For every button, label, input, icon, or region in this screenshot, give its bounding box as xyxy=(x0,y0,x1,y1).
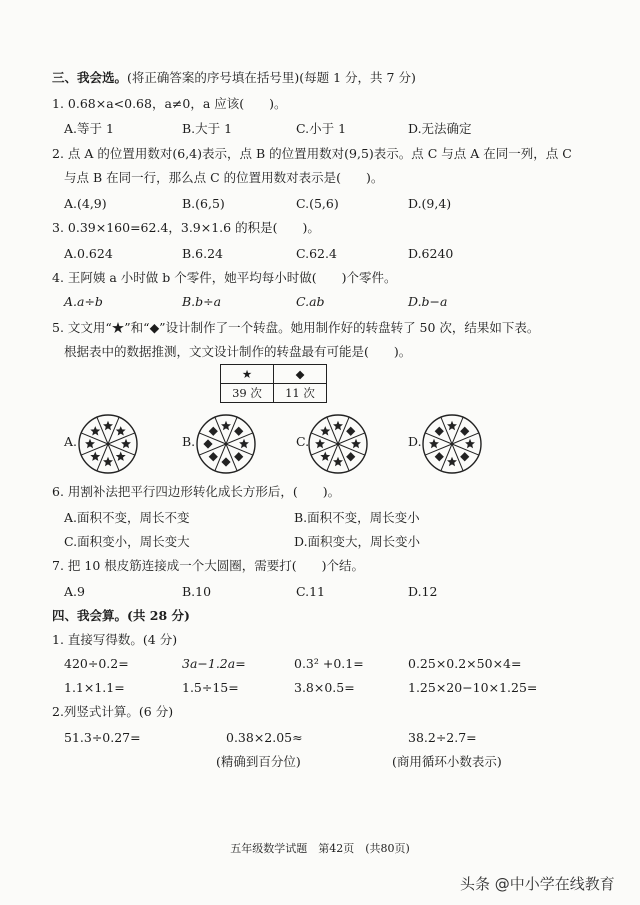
calc1-title: 1. 直接写得数。(4 分) xyxy=(52,632,178,647)
star-icon xyxy=(320,452,330,461)
section3-instruction: (将正确答案的序号填在括号里)(每题 1 分，共 7 分) xyxy=(127,70,416,85)
calc1-item: 1.1×1.1= xyxy=(64,680,125,695)
star-icon xyxy=(333,421,343,430)
q7-option-c[interactable]: C.11 xyxy=(296,584,325,599)
star-icon xyxy=(116,426,126,435)
star-icon xyxy=(116,452,126,461)
q6-stem: 6. 用割补法把平行四边形转化成长方形后，( )。 xyxy=(52,484,341,499)
spin-result-table xyxy=(220,364,327,403)
star-icon xyxy=(447,421,457,430)
q3-option-b[interactable]: B.6.24 xyxy=(182,246,223,261)
diamond-icon xyxy=(435,427,444,436)
q6-option-c[interactable]: C.面积变小，周长变大 xyxy=(64,534,190,549)
calc2-title: 2.列竖式计算。(6 分) xyxy=(52,704,174,719)
star-icon xyxy=(85,439,95,448)
calc1-item: 1.5÷15= xyxy=(182,680,239,695)
q6-option-b[interactable]: B.面积不变，周长变小 xyxy=(294,510,420,525)
q2-option-a[interactable]: A.(4,9) xyxy=(64,196,107,211)
q5-stem-line2: 根据表中的数据推测，文文设计制作的转盘最有可能是( )。 xyxy=(64,344,412,359)
wheel-a-icon[interactable] xyxy=(76,412,140,476)
calc2-note: (精确到百分位) xyxy=(216,754,301,769)
q7-option-a[interactable]: A.9 xyxy=(64,584,85,599)
q1-option-d[interactable]: D.无法确定 xyxy=(408,121,472,136)
q3-option-d[interactable]: D.6240 xyxy=(408,246,454,261)
table-header-star: ★ xyxy=(221,365,274,384)
q2-stem-line2: 与点 B 在同一行，那么点 C 的位置用数对表示是( )。 xyxy=(64,170,384,185)
star-icon xyxy=(315,439,325,448)
calc1-item: 0.3² +0.1= xyxy=(294,656,364,671)
calc2-item: 0.38×2.05≈ xyxy=(226,730,303,745)
star-icon xyxy=(239,439,249,448)
diamond-icon xyxy=(203,439,212,448)
q6-option-d[interactable]: D.面积变大，周长变小 xyxy=(294,534,421,549)
section3-title: 三、我会选。 xyxy=(52,70,128,85)
star-icon xyxy=(221,421,231,430)
table-header-diamond: ◆ xyxy=(274,365,327,384)
q4-option-c[interactable]: C.ab xyxy=(296,294,325,309)
calc2-note: (商用循环小数表示) xyxy=(392,754,502,769)
q2-option-d[interactable]: D.(9,4) xyxy=(408,196,452,211)
star-icon xyxy=(103,421,113,430)
star-icon xyxy=(351,439,361,448)
diamond-icon xyxy=(234,427,243,436)
table-value-diamond: 11 次 xyxy=(274,384,327,403)
q7-option-d[interactable]: D.12 xyxy=(408,584,438,599)
q1-option-b[interactable]: B.大于 1 xyxy=(182,121,233,136)
diamond-icon xyxy=(221,457,230,466)
q7-option-b[interactable]: B.10 xyxy=(182,584,212,599)
star-icon xyxy=(429,439,439,448)
calc1-item: 1.25×20−10×1.25= xyxy=(408,680,538,695)
watermark: 头条 @中小学在线教育 xyxy=(460,875,615,893)
star-icon xyxy=(320,426,330,435)
calc1-item: 420÷0.2= xyxy=(64,656,129,671)
calc2-item: 51.3÷0.27= xyxy=(64,730,141,745)
star-icon xyxy=(103,457,113,466)
q1-option-c[interactable]: C.小于 1 xyxy=(296,121,347,136)
diamond-icon xyxy=(346,427,355,436)
q6-option-a[interactable]: A.面积不变，周长不变 xyxy=(64,510,190,525)
table-value-star: 39 次 xyxy=(221,384,274,403)
diamond-icon xyxy=(460,427,469,436)
wheel-label-c[interactable]: C. xyxy=(296,434,310,449)
q2-option-c[interactable]: C.(5,6) xyxy=(296,196,339,211)
wheel-b-icon[interactable] xyxy=(194,412,258,476)
q3-option-c[interactable]: C.62.4 xyxy=(296,246,337,261)
star-icon xyxy=(121,439,131,448)
q2-option-b[interactable]: B.(6,5) xyxy=(182,196,225,211)
wheel-d-icon[interactable] xyxy=(420,412,484,476)
calc1-item: 3a−1.2a= xyxy=(182,656,246,671)
wheel-c-icon[interactable] xyxy=(306,412,370,476)
star-icon xyxy=(90,426,100,435)
section3-heading xyxy=(52,70,416,86)
q4-stem: 4. 王阿姨 a 小时做 b 个零件，她平均每小时做( )个零件。 xyxy=(52,270,397,285)
wheel-label-b[interactable]: B. xyxy=(182,434,196,449)
calc1-item: 3.8×0.5= xyxy=(294,680,355,695)
star-icon xyxy=(333,457,343,466)
star-icon xyxy=(90,452,100,461)
wheel-label-a[interactable]: A. xyxy=(64,434,78,449)
wheel-label-d[interactable]: D. xyxy=(408,434,422,449)
calc2-item: 38.2÷2.7= xyxy=(408,730,477,745)
diamond-icon xyxy=(234,452,243,461)
q4-option-b[interactable]: B.b÷a xyxy=(182,294,222,309)
q4-option-a[interactable]: A.a÷b xyxy=(64,294,103,309)
diamond-icon xyxy=(209,452,218,461)
star-icon xyxy=(447,457,457,466)
diamond-icon xyxy=(460,452,469,461)
q1-option-a[interactable]: A.等于 1 xyxy=(64,121,114,136)
q3-option-a[interactable]: A.0.624 xyxy=(64,246,113,261)
q3-stem: 3. 0.39×160=62.4，3.9×1.6 的积是( )。 xyxy=(52,220,320,235)
page-footer: 五年级数学试题 第42页 (共80页) xyxy=(230,842,410,855)
q2-stem-line1: 2. 点 A 的位置用数对(6,4)表示，点 B 的位置用数对(9,5)表示。点 C 与点 A 在同一列，点 C xyxy=(52,146,572,161)
q7-stem: 7. 把 10 根皮筋连接成一个大圆圈，需要打( )个结。 xyxy=(52,558,365,573)
diamond-icon xyxy=(346,452,355,461)
q5-stem-line1: 5. 文文用“★”和“◆”设计制作了一个转盘。她用制作好的转盘转了 50 次，结果如下表。 xyxy=(52,320,540,335)
star-icon xyxy=(465,439,475,448)
calc1-item: 0.25×0.2×50×4= xyxy=(408,656,522,671)
diamond-icon xyxy=(435,452,444,461)
q4-option-d[interactable]: D.b−a xyxy=(408,294,448,309)
section4-title: 四、我会算。(共 28 分) xyxy=(52,608,190,623)
diamond-icon xyxy=(209,427,218,436)
q1-stem: 1. 0.68×a<0.68，a≠0，a 应该( )。 xyxy=(52,96,287,111)
